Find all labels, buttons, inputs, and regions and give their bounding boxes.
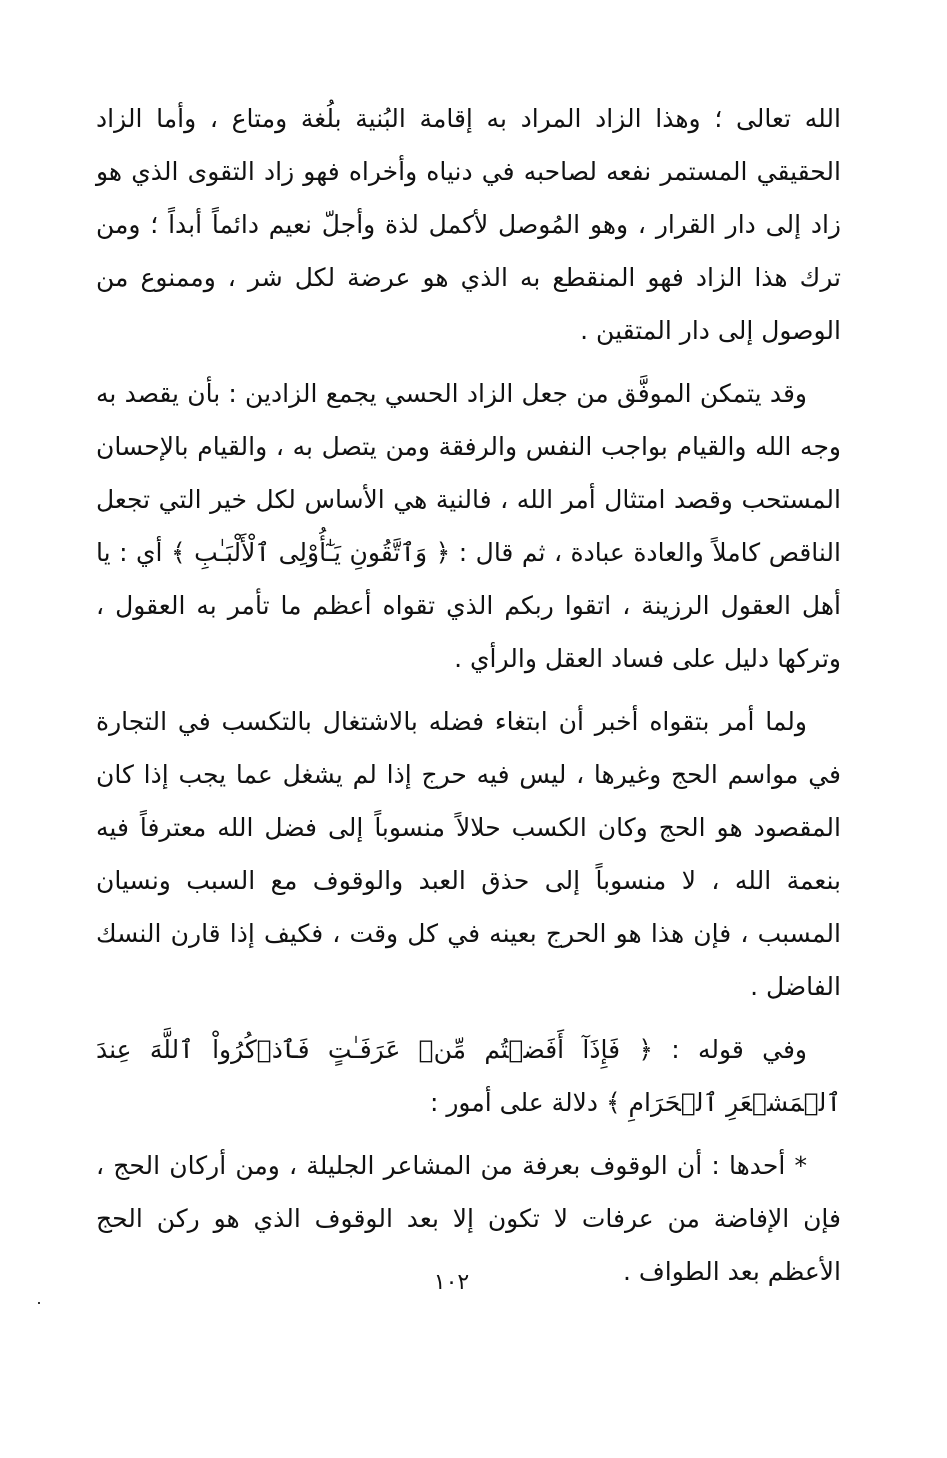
body-text [96,92,841,1298]
scan-speck [38,1302,40,1304]
paragraph-3: ولما أمر بتقواه أخبر أن ابتغاء فضله بالاشتغال بالتكسب في التجارة في مواسم الحج وغيرها ، ليس فيه حرج إذا لم يشغل عما يجب إذا كان المقصود هو الحج وكان الكسب حلالاً منسوباً إلى فضل الله معترفاً فيه بنعمة الله ، لا منسوباً إلى حذق العبد والوقوف مع السبب ونسيان المسبب ، فإن هذا هو الحرج بعينه في كل وقت ، فكيف إذا قارن النسك الفاضل . [96,707,841,1001]
paragraph-4: وفي قوله : ﴿ فَإِذَآ أَفَضۡتُم مِّنۡ عَرَفَـٰتٍ فَٱذۡكُرُواْ ٱللَّهَ عِندَ ٱلۡمَشۡعَرِ ٱلۡحَرَامِ ﴾ دلالة على أمور : [96,1035,841,1117]
paragraph-1: الله تعالى ؛ وهذا الزاد المراد به إقامة البُنية بلُغة ومتاع ، وأما الزاد الحقيقي المستمر نفعه لصاحبه في دنياه وأخراه فهو زاد التقوى الذي هو زاد إلى دار القرار ، وهو المُوصل لأكمل لذة وأجلّ نعيم دائماً أبداً ؛ ومن ترك هذا الزاد فهو المنقطع به الذي هو عرضة لكل شر ، وممنوع من الوصول إلى دار المتقين . [96,104,841,345]
page-number [0,1270,947,1295]
paragraph-5: * أحدها : أن الوقوف بعرفة من المشاعر الجليلة ، ومن أركان الحج ، فإن الإفاضة من عرفات لا تكون إلا بعد الوقوف الذي هو ركن الحج الأعظم بعد الطواف . [96,1151,841,1286]
paragraph-2: وقد يتمكن الموفَّق من جعل الزاد الحسي يجمع الزادين : بأن يقصد به وجه الله والقيام بواجب النفس والرفقة ومن يتصل به ، والقيام بالإحسان المستحب وقصد امتثال أمر الله ، فالنية هي الأساس لكل خير التي تجعل الناقص كاملاً والعادة عبادة ، ثم قال : ﴿ وَٱتَّقُونِ يَـٰٓأُوْلِى ٱلْأَلْبَـٰبِ ﴾ أي : يا أهل العقول الرزينة ، اتقوا ربكم الذي تقواه أعظم ما تأمر به العقول ، وتركها دليل على فساد العقل والرأي . [96,379,841,673]
page-number-text: ١٠٢ [433,1270,470,1295]
